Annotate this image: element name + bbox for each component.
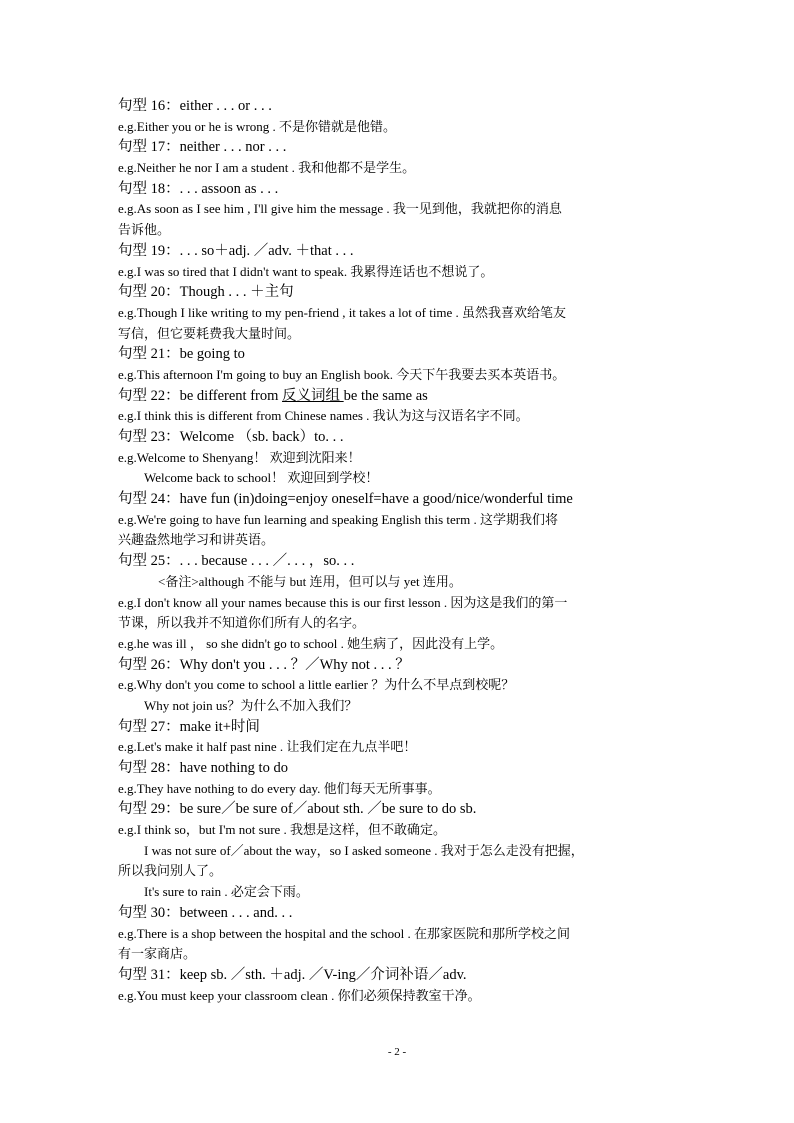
pattern-heading: 句型 17：neither . . . nor . . . <box>118 139 287 156</box>
example-sentence: It's sure to rain . 必定会下雨。 <box>144 884 309 900</box>
page-number: - 2 - <box>387 1046 407 1058</box>
pattern-heading: 句型 21：be going to <box>118 346 245 363</box>
document-body <box>118 96 683 1006</box>
pattern-heading: 句型 27：make it+时间 <box>118 718 260 735</box>
example-sentence: e.g.I think so，but I'm not sure . 我想是这样，但不敢确定。 <box>118 822 447 838</box>
pattern-heading: 句型 24：have fun (in)doing=enjoy oneself=have a good/nice/wonderful time <box>118 491 573 508</box>
example-sentence: 所以我问别人了。 <box>118 863 223 879</box>
example-sentence: I was not sure of／about the way，so I asked someone . 我对于怎么走没有把握， <box>144 842 584 858</box>
pattern-heading: 句型 18：. . . assoon as . . . <box>118 180 279 197</box>
example-sentence: 节课，所以我并不知道你们所有人的名字。 <box>118 615 366 631</box>
example-sentence: 告诉他。 <box>118 222 171 238</box>
example-sentence: e.g.Neither he nor I am a student . 我和他都不是学生。 <box>118 160 416 176</box>
heading-text: be the same as <box>343 387 428 404</box>
example-sentence: e.g.This afternoon I'm going to buy an English book. 今天下午我要去买本英语书。 <box>118 366 566 382</box>
example-sentence: e.g.Welcome to Shenyang！ 欢迎到沈阳来！ <box>118 449 361 465</box>
heading-text: 句型 22：be different from <box>118 387 283 404</box>
example-sentence: e.g.Though I like writing to my pen-friend , it takes a lot of time . 虽然我喜欢给笔友 <box>118 304 567 320</box>
example-sentence: e.g.I think this is different from Chinese names . 我认为这与汉语名字不同。 <box>118 408 529 424</box>
pattern-heading: 句型 20：Though . . . ＋主句 <box>118 284 294 301</box>
example-sentence: e.g.We're going to have fun learning and speaking English this term . 这学期我们将 <box>118 511 558 527</box>
example-sentence: e.g.You must keep your classroom clean . 你们必须保持教室干净。 <box>118 987 481 1003</box>
example-sentence: e.g.he was ill ， so she didn't go to school . 她生病了，因此没有上学。 <box>118 635 504 651</box>
example-sentence: Why not join us？为什么不加入我们？ <box>144 697 358 713</box>
example-sentence: e.g.Why don't you come to school a little earlier ？为什么不早点到校呢？ <box>118 677 515 693</box>
example-sentence: e.g.As soon as I see him , I'll give him the message . 我一见到他，我就把你的消息 <box>118 201 562 217</box>
pattern-heading: 句型 29：be sure／be sure of／about sth. ／be sure to do sb. <box>118 801 477 818</box>
example-sentence: 写信，但它要耗费我大量时间。 <box>118 325 301 341</box>
note-line: <备注>although 不能与 but 连用，但可以与 yet 连用。 <box>158 573 462 589</box>
example-sentence: 兴趣盎然地学习和讲英语。 <box>118 532 275 548</box>
pattern-heading: 句型 25：. . . because . . . ／. . . ，so. . . <box>118 553 355 570</box>
pattern-heading: 句型 26：Why don't you . . . ？／Why not . . . ？ <box>118 656 410 673</box>
underlined-phrase: 反义词组 <box>282 387 344 404</box>
example-sentence: e.g.Let's make it half past nine . 让我们定在九点半吧！ <box>118 739 417 755</box>
pattern-heading <box>118 386 683 407</box>
pattern-heading: 句型 28：have nothing to do <box>118 760 288 776</box>
example-sentence: e.g.They have nothing to do every day. 他们每天无所事事。 <box>118 780 441 796</box>
pattern-heading: 句型 23：Welcome （sb. back）to. . . <box>118 429 344 445</box>
pattern-heading: 句型 16：either . . . or . . . <box>118 98 272 114</box>
pattern-heading: 句型 31：keep sb. ／sth. ＋adj. ／V-ing／介词补语／adv. <box>118 966 467 983</box>
example-sentence: e.g.Either you or he is wrong . 不是你错就是他错。 <box>118 118 397 134</box>
pattern-heading: 句型 30：between . . . and. . . <box>118 904 293 921</box>
example-sentence: e.g.There is a shop between the hospital and the school . 在那家医院和那所学校之间 <box>118 925 571 941</box>
example-sentence: Welcome back to school！ 欢迎回到学校！ <box>144 470 379 486</box>
pattern-heading: 句型 19：. . . so＋adj. ／adv. ＋that . . . <box>118 242 354 259</box>
example-sentence: 有一家商店。 <box>118 946 197 962</box>
example-sentence: e.g.I don't know all your names because this is our first lesson . 因为这是我们的第一 <box>118 594 568 610</box>
example-sentence: e.g.I was so tired that I didn't want to speak. 我累得连话也不想说了。 <box>118 263 494 279</box>
